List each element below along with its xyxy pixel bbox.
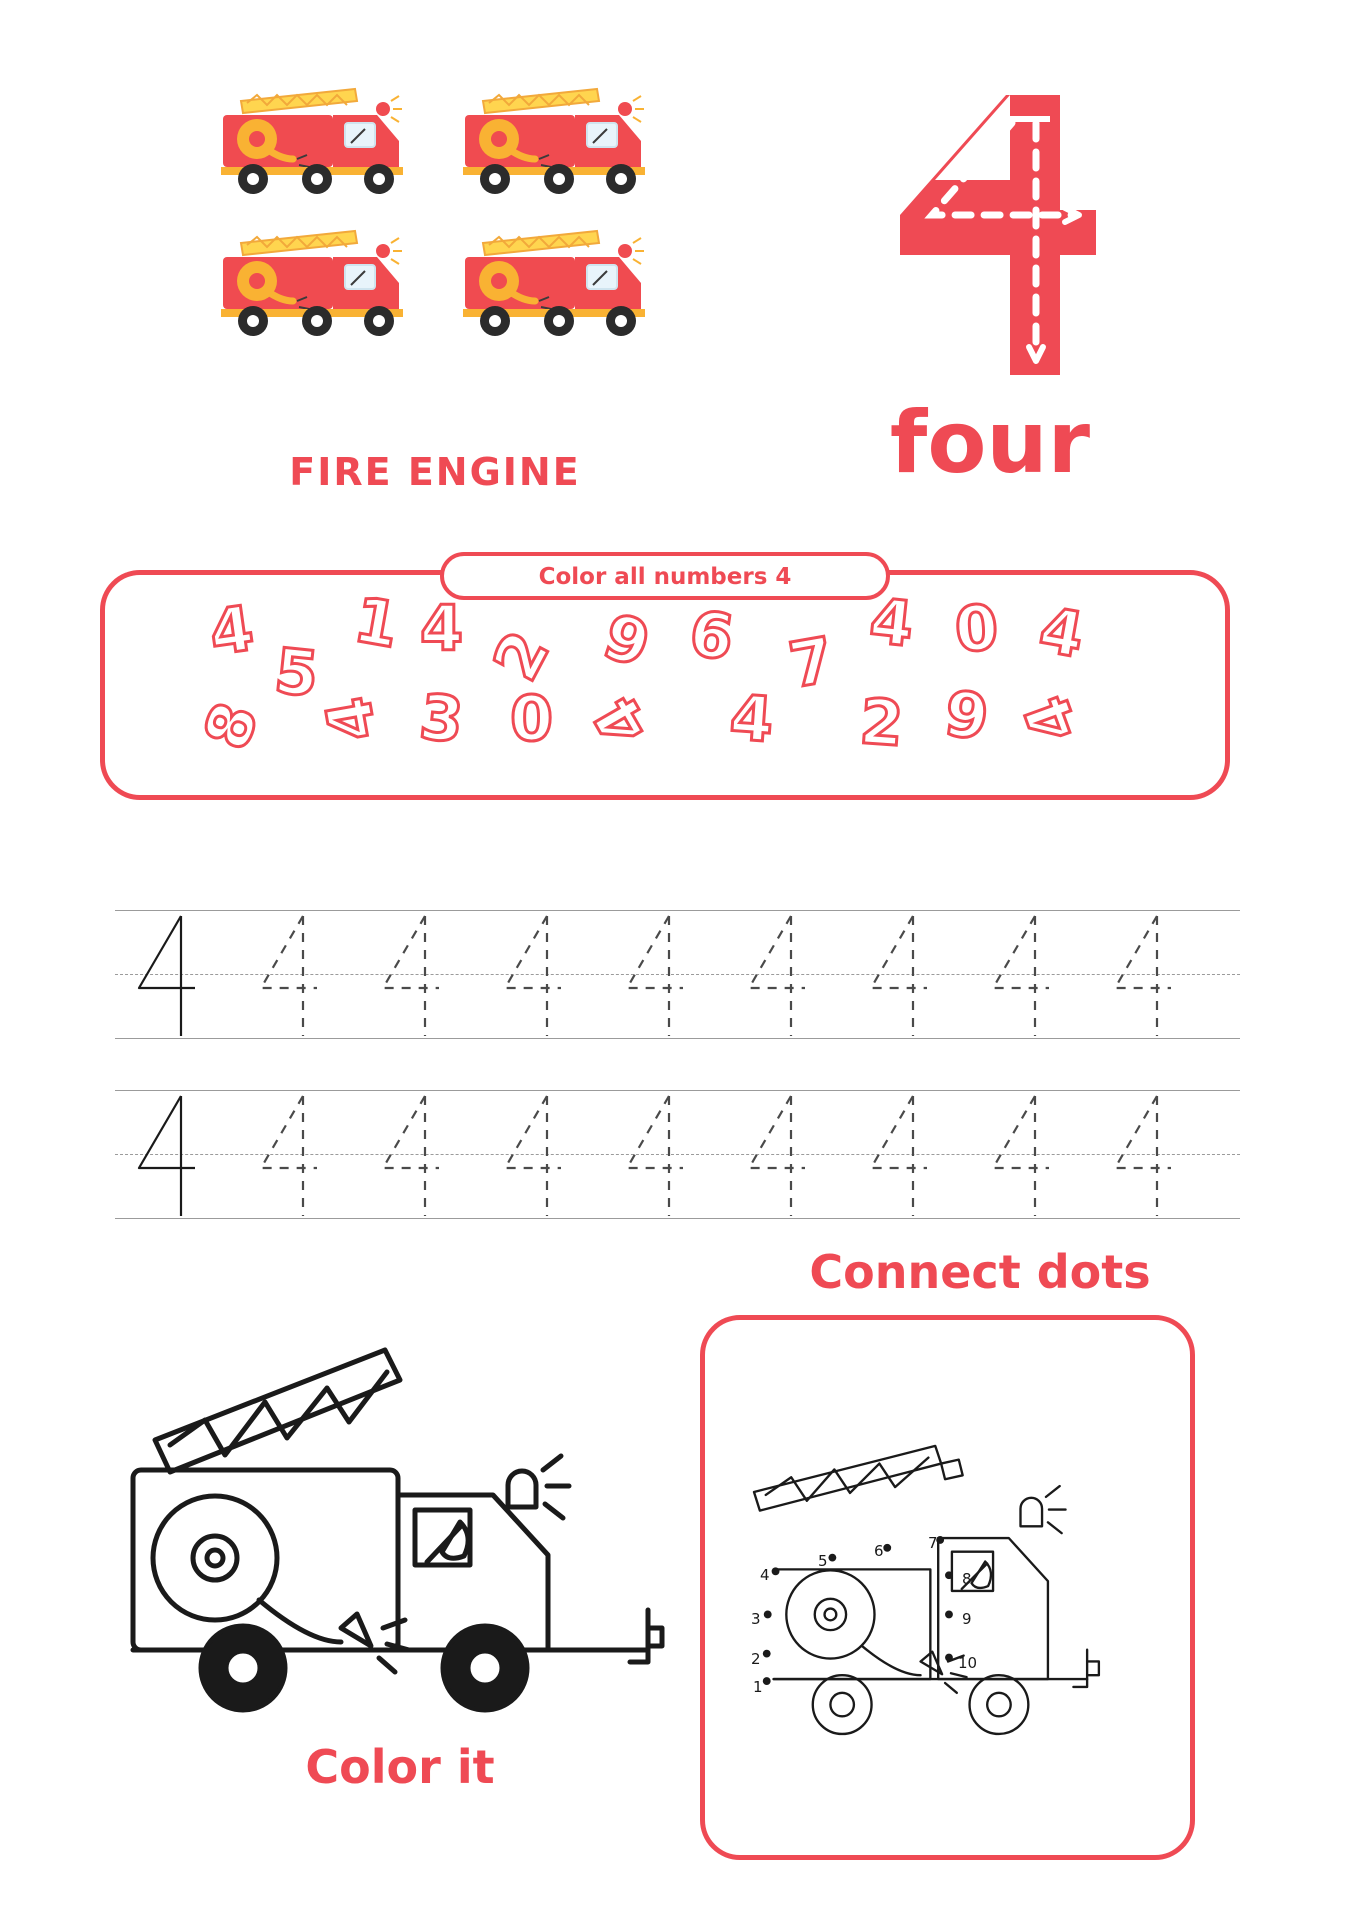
fire-truck-icon (447, 75, 677, 205)
connect-dot-number: 6 (874, 1542, 884, 1560)
outline-number[interactable]: 9 (594, 599, 659, 682)
outline-number[interactable]: 4 (311, 691, 391, 747)
outline-number[interactable]: 4 (727, 680, 776, 757)
outline-number[interactable]: 3 (416, 679, 467, 758)
outline-number[interactable]: 4 (420, 592, 464, 665)
color-it-title: Color it (305, 1740, 495, 1794)
trace-dashed-four[interactable] (857, 910, 937, 1038)
outline-number[interactable]: 4 (205, 591, 258, 670)
trace-dashed-four[interactable] (979, 910, 1059, 1038)
outline-number[interactable]: 4 (578, 684, 664, 759)
trace-dashed-four[interactable] (247, 910, 327, 1038)
connect-dot-number: 7 (928, 1534, 938, 1552)
big-number-four (860, 85, 1120, 385)
trace-dashed-four[interactable] (613, 1090, 693, 1218)
outline-number[interactable]: 9 (940, 676, 994, 755)
fire-engine-count-group (205, 75, 665, 335)
outline-number[interactable]: 1 (349, 582, 405, 663)
coloring-fire-truck (115, 1310, 685, 1730)
outline-number[interactable]: 0 (952, 590, 1001, 667)
fire-engine-illustration (447, 217, 677, 351)
trace-guide-bottom (115, 1038, 1240, 1039)
fire-engine-illustration (447, 75, 677, 209)
fire-engine-illustration (205, 217, 435, 351)
fire-engine-illustration (205, 75, 435, 209)
outline-number[interactable]: 0 (510, 682, 554, 755)
connect-dots-numbers (705, 1320, 1190, 1855)
outline-number[interactable]: 7 (783, 622, 840, 703)
trace-guide-bottom (115, 1218, 1240, 1219)
outline-number[interactable]: 6 (685, 596, 739, 675)
trace-dashed-four[interactable] (613, 910, 693, 1038)
fire-truck-icon (205, 75, 435, 205)
connect-dot-number: 3 (751, 1610, 761, 1628)
trace-dashed-four[interactable] (857, 1090, 937, 1218)
trace-dashed-four[interactable] (1101, 910, 1181, 1038)
trace-dashed-four[interactable] (491, 910, 571, 1038)
connect-dot-number: 4 (760, 1566, 770, 1584)
connect-dot-number: 1 (753, 1678, 763, 1696)
connect-dots-title: Connect dots (809, 1245, 1151, 1299)
trace-example-four[interactable] (125, 1090, 205, 1218)
tracing-row (115, 910, 1240, 1038)
outline-number[interactable]: 5 (271, 633, 322, 712)
color-numbers-grid (100, 570, 1230, 800)
outline-number[interactable]: 4 (1009, 686, 1093, 752)
trace-dashed-four[interactable] (735, 910, 815, 1038)
trace-example-four[interactable] (125, 910, 205, 1038)
trace-dashed-four[interactable] (369, 1090, 449, 1218)
fire-truck-icon (447, 217, 677, 347)
connect-dot-number: 2 (751, 1650, 761, 1668)
trace-dashed-four[interactable] (247, 1090, 327, 1218)
trace-dashed-four[interactable] (491, 1090, 571, 1218)
fire-truck-icon (205, 217, 435, 347)
outline-number[interactable]: 2 (857, 684, 906, 761)
outline-number[interactable]: 8 (189, 693, 273, 759)
connect-dot-number: 5 (818, 1552, 828, 1570)
trace-dashed-four[interactable] (369, 910, 449, 1038)
number-word-label: four (889, 393, 1091, 493)
trace-dashed-four[interactable] (735, 1090, 815, 1218)
trace-dashed-four[interactable] (979, 1090, 1059, 1218)
connect-dots-panel (700, 1315, 1195, 1860)
outline-number[interactable]: 4 (866, 583, 917, 662)
tracing-row (115, 1090, 1240, 1218)
fire-truck-outline-icon (115, 1310, 685, 1730)
outline-number[interactable]: 2 (478, 619, 564, 692)
outline-number[interactable]: 4 (1034, 592, 1090, 673)
color-numbers-title: Color all numbers 4 (440, 552, 890, 600)
connect-dot-number: 9 (962, 1610, 972, 1628)
connect-dot-number: 10 (958, 1654, 978, 1672)
number-four-shape (860, 85, 1120, 385)
connect-dot-number: 8 (962, 1570, 972, 1588)
fire-engine-label: FIRE ENGINE (289, 450, 581, 494)
trace-dashed-four[interactable] (1101, 1090, 1181, 1218)
